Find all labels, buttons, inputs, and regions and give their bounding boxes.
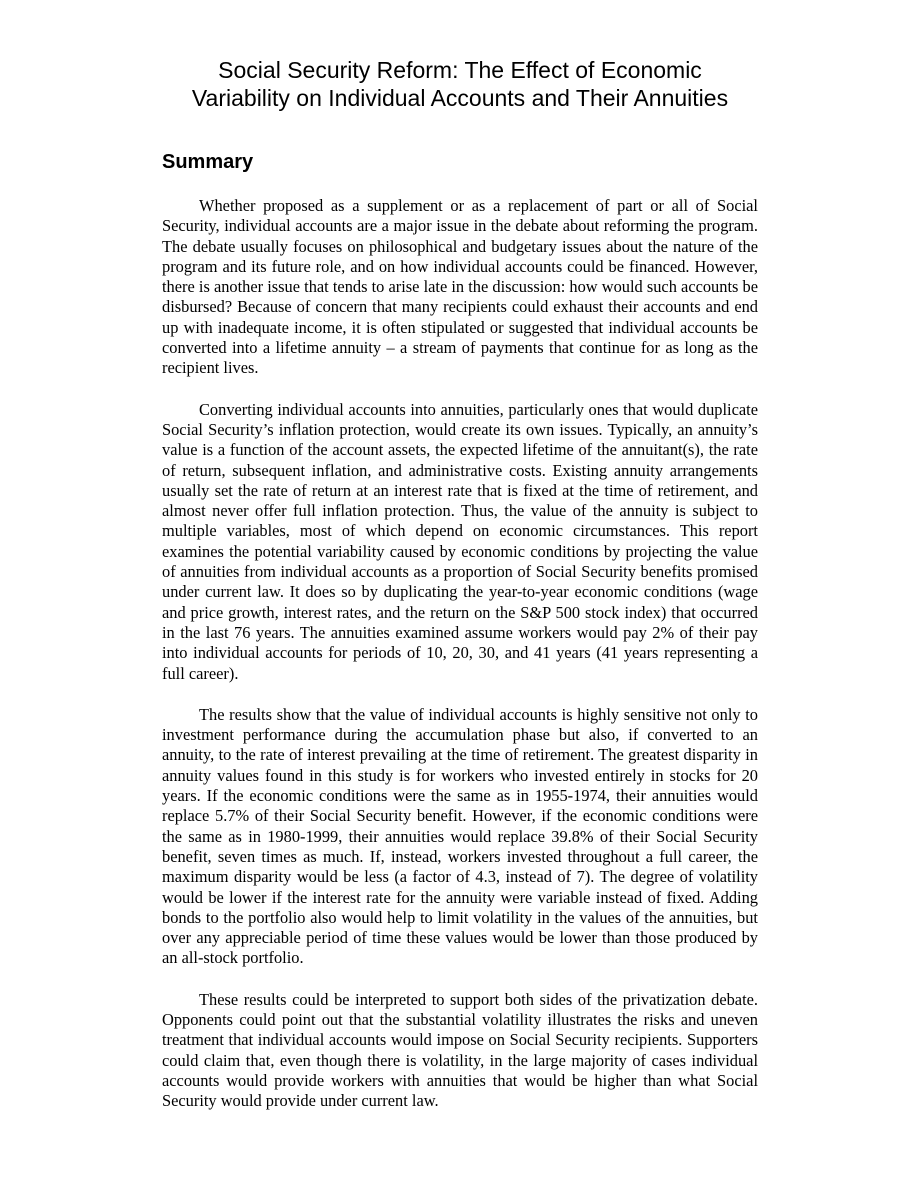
document-page bbox=[162, 56, 758, 1111]
summary-paragraph-1: Whether proposed as a supplement or as a replacement of part or all of Social Security, individual accounts are a major issue in the debate about reforming the program. The debate usually focuses on philosophical and budgetary issues about the nature of the program and its future role, and on how individual accounts could be financed. However, there is another issue that tends to arise late in the discussion: how would such accounts be disbursed? Because of concern that many recipients could exhaust their accounts and end up with inadequate income, it is often stipulated or suggested that individual accounts be converted into a lifetime annuity – a stream of payments that continue for as long as the recipient lives. bbox=[162, 196, 758, 378]
section-heading-summary: Summary bbox=[162, 151, 254, 173]
document-title-line-2: Variability on Individual Accounts and Their Annuities bbox=[191, 85, 729, 111]
summary-paragraph-2: Converting individual accounts into annuities, particularly ones that would duplicate Social Security’s inflation protection, would create its own issues. Typically, an annuity’s value is a function of the account assets, the expected lifetime of the annuitant(s), the rate of return, subsequent inflation, and administrative costs. Existing annuity arrangements usually set the rate of return at an interest rate that is fixed at the time of retirement, and almost never offer full inflation protection. Thus, the value of the annuity is subject to multiple variables, most of which depend on economic circumstances. This report examines the potential variability caused by economic conditions by projecting the value of annuities from individual accounts as a proportion of Social Security benefits promised under current law. It does so by duplicating the year-to-year economic conditions (wage and price growth, interest rates, and the return on the S&P 500 stock index) that occurred in the last 76 years. The annuities examined assume workers would pay 2% of their pay into individual accounts for periods of 10, 20, 30, and 41 years (41 years representing a full career). bbox=[162, 399, 758, 683]
document-title bbox=[162, 56, 758, 112]
summary-paragraph-3: The results show that the value of individual accounts is highly sensitive not only to investment performance during the accumulation phase but also, if converted to an annuity, to the rate of interest prevailing at the time of retirement. The greatest disparity in annuity values found in this study is for workers who invested entirely in stocks for 20 years. If the economic conditions were the same as in 1955-1974, their annuities would replace 5.7% of their Social Security benefit. However, if the economic conditions were the same as in 1980-1999, their annuities would replace 39.8% of their Social Security benefit, seven times as much. If, instead, workers invested throughout a full career, the maximum disparity would be less (a factor of 4.3, instead of 7). The degree of volatility would be lower if the interest rate for the annuity were variable instead of fixed. Adding bonds to the portfolio also would help to limit volatility in the values of the annuities, but over any appreciable period of time these values would be lower than those produced by an all-stock portfolio. bbox=[162, 704, 758, 968]
document-title-line-1: Social Security Reform: The Effect of Economic bbox=[218, 57, 702, 83]
summary-paragraph-4: These results could be interpreted to support both sides of the privatization debate. Opponents could point out that the substantial volatility illustrates the risks and uneven treatment that individual accounts would impose on Social Security recipients. Supporters could claim that, even though there is volatility, in the large majority of cases individual accounts would provide workers with annuities that would be higher than what Social Security would provide under current law. bbox=[162, 989, 758, 1111]
